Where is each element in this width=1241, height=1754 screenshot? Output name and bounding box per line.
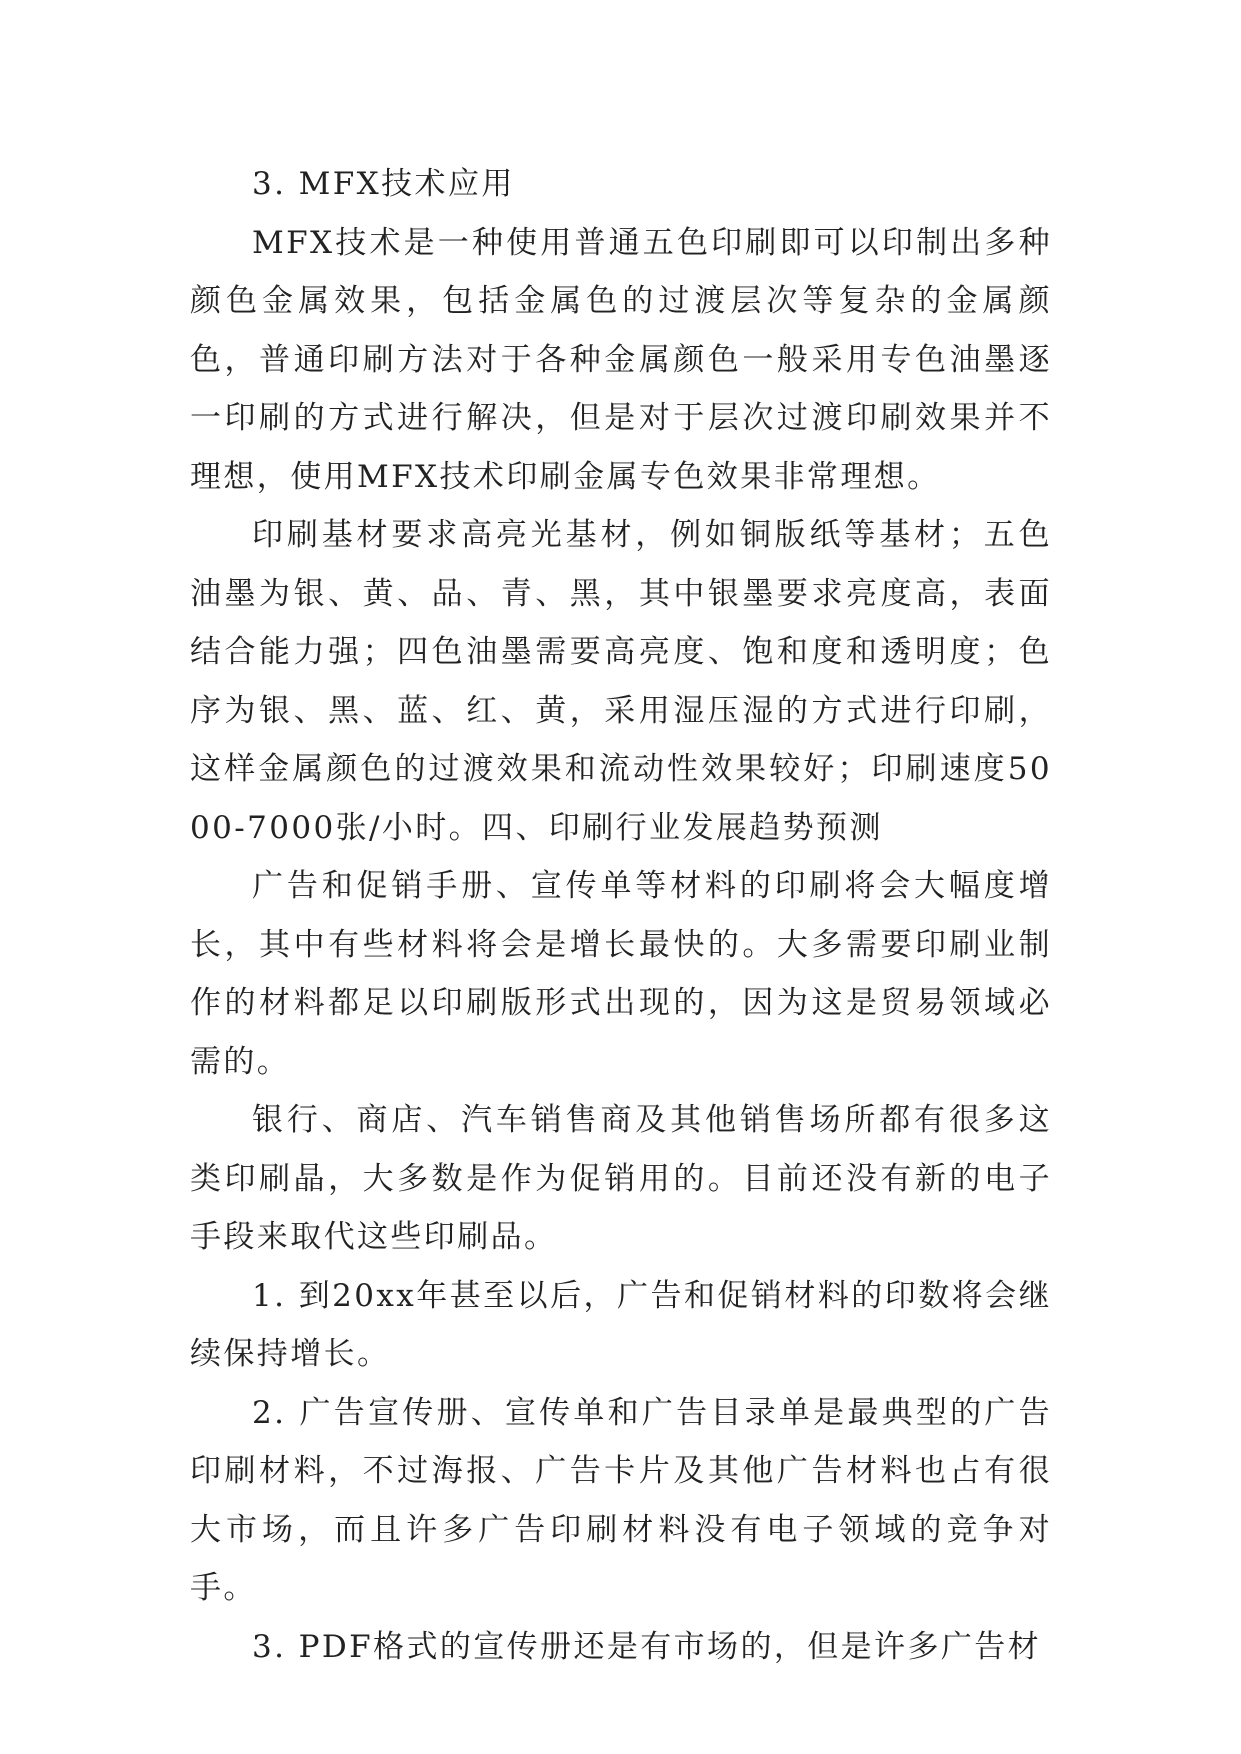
list-item-2: 2. 广告宣传册、宣传单和广告目录单是最典型的广告印刷材料，不过海报、广告卡片及其他广告材料也占有很大市场，而且许多广告印刷材料没有电子领域的竞争对手。 [190,1394,1052,1606]
paragraph-mfx-description: MFX技术是一种使用普通五色印刷即可以印制出多种颜色金属效果，包括金属色的过渡层次等复杂的金属颜色，普通印刷方法对于各种金属颜色一般采用专色油墨逐一印刷的方式进行解决，但是对于层次过渡印刷效果并不理想，使用MFX技术印刷金属专色效果非常理想。 [190,224,1052,495]
document-body [190,155,1052,1676]
list-item-3: 3. PDF格式的宣传册还是有市场的，但是许多广告材 [252,1628,1042,1665]
list-item-1: 1. 到20xx年甚至以后，广告和促销材料的印数将会继续保持增长。 [190,1277,1052,1372]
paragraph-advertising-growth: 广告和促销手册、宣传单等材料的印刷将会大幅度增长，其中有些材料将会是增长最快的。大多需要印刷业制作的材料都足以印刷版形式出现的，因为这是贸易领域必需的。 [190,868,1052,1080]
paragraph-printing-requirements: 印刷基材要求高亮光基材，例如铜版纸等基材；五色油墨为银、黄、品、青、黑，其中银墨要求亮度高，表面结合能力强；四色油墨需要高亮度、饱和度和透明度；色序为银、黑、蓝、红、黄，采用湿压湿的方式进行印刷，这样金属颜色的过渡效果和流动性效果较好；印刷速度5000-7000张/小时。四、印刷行业发展趋势预测 [190,517,1052,846]
paragraph-retail-prints: 银行、商店、汽车销售商及其他销售场所都有很多这类印刷晶，大多数是作为促销用的。目前还没有新的电子手段来取代这些印刷品。 [190,1102,1052,1255]
section-heading-mfx: 3. MFX技术应用 [252,166,515,202]
